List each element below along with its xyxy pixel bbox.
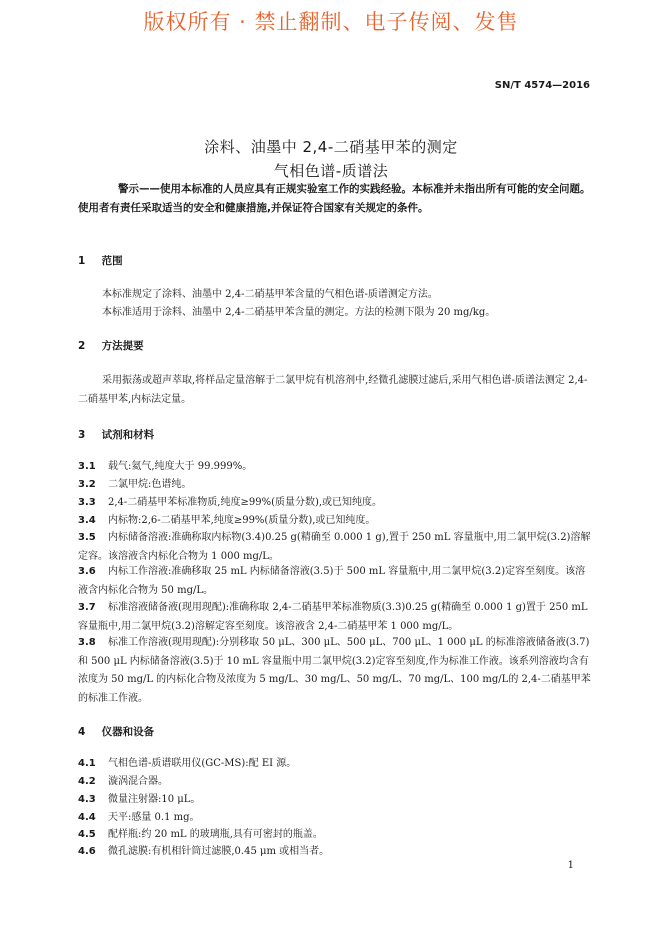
item-number: 4.5 [78, 829, 96, 840]
list-item [78, 599, 592, 636]
section-title: 试剂和材料 [101, 429, 155, 441]
section-number: 4 [78, 726, 86, 738]
list-item [78, 494, 592, 513]
list-item [78, 791, 592, 810]
section-heading-scope [78, 253, 123, 268]
list-item [78, 476, 592, 495]
item-number: 3.5 [78, 532, 96, 543]
item-number: 4.4 [78, 812, 96, 823]
item-number: 3.4 [78, 515, 96, 526]
item-number: 4.1 [78, 758, 96, 769]
item-text: 载气:氦气,纯度大于 99.999%。 [108, 461, 253, 472]
list-item [78, 843, 592, 862]
item-number: 4.3 [78, 794, 96, 805]
section-number: 3 [78, 429, 86, 441]
document-title-line2: 气相色谱-质谱法 [273, 162, 389, 180]
item-text: 内标储备溶液:准确称取内标物(3.4)0.25 g(精确至 0.000 1 g),置于 250 mL 容量瓶中,用二氯甲烷(3.2)溶解定容。该溶液含内标化合物为 1 000 mg/L。 [78, 532, 591, 562]
item-text: 天平:感量 0.1 mg。 [108, 812, 200, 823]
scope-paragraph-2: 本标准适用于涂料、油墨中 2,4-二硝基甲苯含量的测定。方法的检测下限为 20 mg/kg。 [102, 307, 496, 318]
item-number: 3.2 [78, 479, 96, 490]
section-number: 1 [78, 255, 86, 267]
item-text: 内标工作溶液:准确移取 25 mL 内标储备溶液(3.5)于 500 mL 容量瓶中,用二氯甲烷(3.2)定容至刻度。该溶液含内标化合物为 50 mg/L。 [78, 566, 586, 596]
section-title: 方法提要 [101, 340, 144, 352]
item-number: 3.7 [78, 602, 96, 613]
item-text: 2,4-二硝基甲苯标准物质,纯度≥99%(质量分数),或已知纯度。 [108, 497, 383, 508]
document-title-line1: 涂料、油墨中 2,4-二硝基甲苯的测定 [204, 138, 458, 156]
list-item [78, 634, 592, 708]
section-number: 2 [78, 340, 86, 352]
item-text: 二氯甲烷:色谱纯。 [108, 479, 192, 490]
section-heading-method-summary [78, 338, 144, 353]
scope-paragraph-1: 本标准规定了涂料、油墨中 2,4-二硝基甲苯含量的气相色谱-质谱测定方法。 [102, 289, 438, 300]
copyright-watermark: 版权所有 · 禁止翻制、电子传阅、发售 [143, 10, 519, 34]
section-heading-reagents [78, 427, 154, 442]
list-item [78, 529, 592, 566]
list-item [78, 809, 592, 828]
section-heading-apparatus [78, 724, 154, 739]
item-text: 气相色谱-质谱联用仪(GC-MS):配 EI 源。 [108, 758, 297, 769]
list-item [78, 773, 592, 792]
list-item [78, 755, 592, 774]
item-text: 漩涡混合器。 [108, 776, 168, 787]
item-text: 配样瓶:约 20 mL 的玻璃瓶,具有可密封的瓶盖。 [108, 829, 323, 840]
list-item [78, 826, 592, 845]
list-item [78, 563, 592, 600]
section-title: 范围 [101, 255, 123, 267]
item-number: 4.6 [78, 846, 96, 857]
safety-warning: 警示——使用本标准的人员应具有正规实验室工作的实践经验。本标准并未指出所有可能的安全问题。使用者有责任采取适当的安全和健康措施,并保证符合国家有关规定的条件。 [78, 183, 591, 214]
item-number: 3.8 [78, 637, 96, 648]
item-number: 3.1 [78, 461, 96, 472]
item-text: 微孔滤膜:有机相针筒过滤膜,0.45 μm 或相当者。 [108, 846, 330, 857]
item-number: 3.3 [78, 497, 96, 508]
section-title: 仪器和设备 [101, 726, 155, 738]
list-item [78, 458, 592, 477]
standard-number: SN/T 4574—2016 [494, 80, 590, 91]
item-number: 4.2 [78, 776, 96, 787]
item-text: 微量注射器:10 μL。 [108, 794, 201, 805]
page-number: 1 [567, 860, 574, 871]
item-text: 标准溶液储备液(现用现配):准确称取 2,4-二硝基甲苯标准物质(3.3)0.25 g(精确至 0.000 1 g)置于 250 mL 容量瓶中,用二氯甲烷(3.2)溶解定容至刻度。该溶液含 2,4-二硝基甲苯 1 000 mg/L。 [78, 602, 588, 632]
method-summary-paragraph: 采用振荡或超声萃取,将样品定量溶解于二氯甲烷有机溶剂中,经微孔滤膜过滤后,采用气相色谱-质谱法测定 2,4-二硝基甲苯,内标法定量。 [78, 375, 588, 405]
item-number: 3.6 [78, 566, 96, 577]
item-text: 标准工作溶液(现用现配):分别移取 50 μL、300 μL、500 μL、700 μL、1 000 μL 的标准溶液储备液(3.7)和 500 μL 内标储备溶液(3.5)于 10 mL 容量瓶中用二氯甲烷(3.2)定容至刻度,作为标准工作液。该系列溶液均含有浓度为 50 mg/L 的内标化合物及浓度为 5 mg/L、30 mg/L、50 mg/L、70 mg/L、100 mg/L的 2,4-二硝基甲苯的标准工作液。 [78, 637, 591, 704]
item-text: 内标物:2,6-二硝基甲苯,纯度≥99%(质量分数),或已知纯度。 [108, 515, 376, 526]
list-item [78, 512, 592, 531]
